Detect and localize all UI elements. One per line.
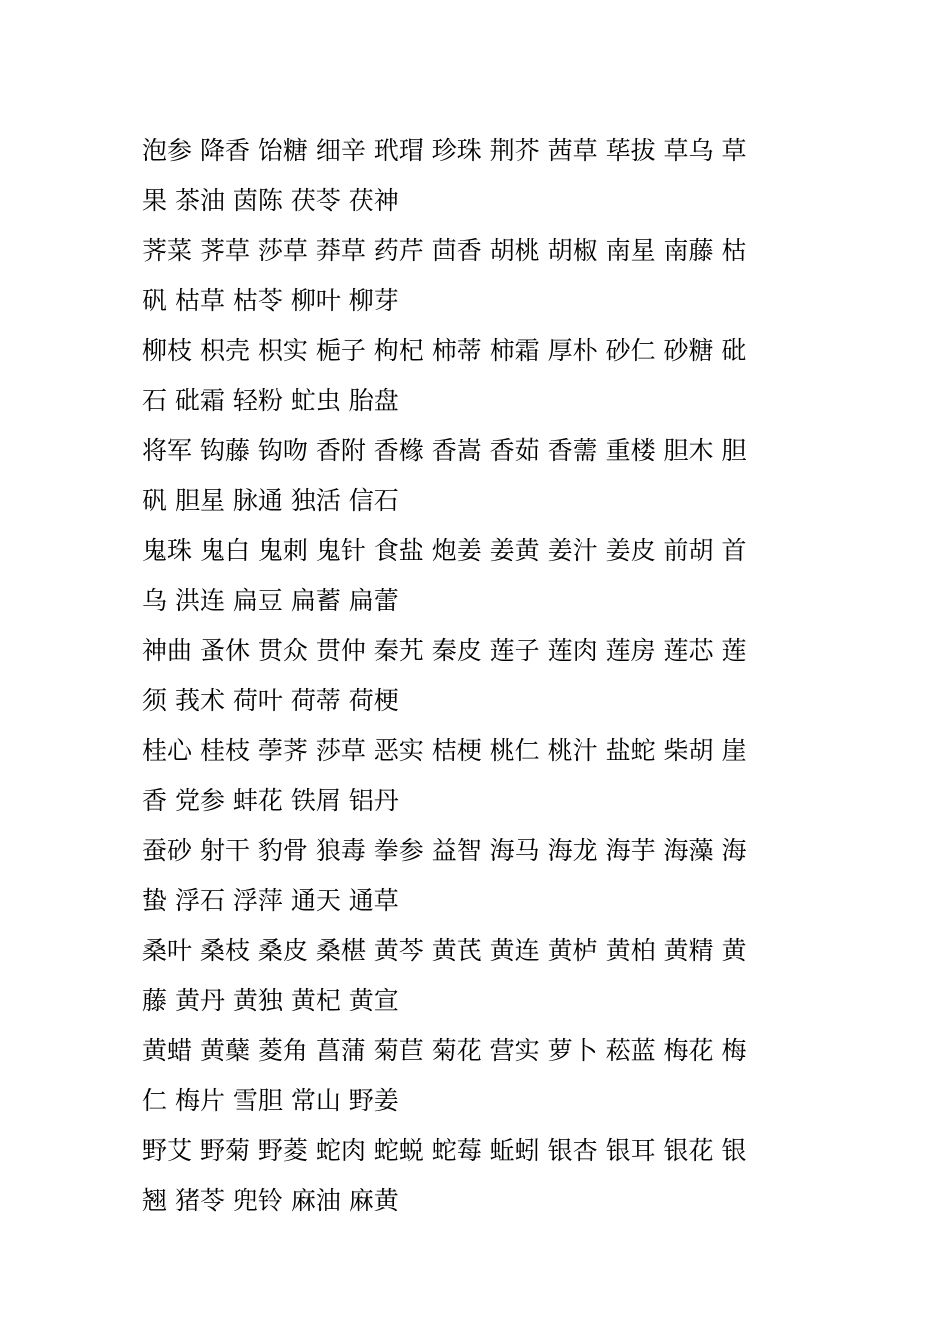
document-page bbox=[142, 126, 822, 1226]
text-line: 蚕砂 射干 豹骨 狼毒 拳参 益智 海马 海龙 海芋 海藻 海 bbox=[142, 836, 747, 865]
text-line: 藤 黄丹 黄独 黄杞 黄宣 bbox=[142, 986, 399, 1015]
text-line: 矾 枯草 枯苓 柳叶 柳芽 bbox=[142, 286, 399, 315]
text-line: 须 莪术 荷叶 荷蒂 荷梗 bbox=[142, 686, 399, 715]
text-line: 泡参 降香 饴糖 细辛 玳瑁 珍珠 荆芥 茜草 荜拔 草乌 草 bbox=[142, 136, 747, 165]
text-line: 香 党参 蚌花 铁屑 铝丹 bbox=[142, 786, 399, 815]
text-line: 神曲 蚤休 贯众 贯仲 秦艽 秦皮 莲子 莲肉 莲房 莲芯 莲 bbox=[142, 636, 747, 665]
text-line: 柳枝 枳壳 枳实 梔子 枸杞 柿蒂 柿霜 厚朴 砂仁 砂糖 砒 bbox=[142, 336, 747, 365]
text-line: 蛰 浮石 浮萍 通天 通草 bbox=[142, 886, 399, 915]
text-line: 荠菜 荠草 莎草 莽草 药芹 茴香 胡桃 胡椒 南星 南藤 枯 bbox=[142, 236, 747, 265]
text-line: 鬼珠 鬼白 鬼刺 鬼针 食盐 炮姜 姜黄 姜汁 姜皮 前胡 首 bbox=[142, 536, 747, 565]
text-line: 野艾 野菊 野菱 蛇肉 蛇蜕 蛇莓 蚯蚓 银杏 银耳 银花 银 bbox=[142, 1136, 747, 1165]
text-line: 桂心 桂枝 荸荠 莎草 恶实 桔梗 桃仁 桃汁 盐蛇 柴胡 崖 bbox=[142, 736, 747, 765]
text-line: 将军 钩藤 钩吻 香附 香橼 香嵩 香茹 香薷 重楼 胆木 胆 bbox=[142, 436, 747, 465]
text-line: 乌 洪连 扁豆 扁蓄 扁蕾 bbox=[142, 586, 399, 615]
text-line: 矾 胆星 脉通 独活 信石 bbox=[142, 486, 399, 515]
text-line: 仁 梅片 雪胆 常山 野姜 bbox=[142, 1086, 399, 1115]
text-line: 果 茶油 茵陈 茯苓 茯神 bbox=[142, 186, 399, 215]
text-line: 黄蜡 黄蘖 菱角 菖蒲 菊苣 菊花 营实 萝卜 菘蓝 梅花 梅 bbox=[142, 1036, 747, 1065]
text-line: 翘 猪苓 兜铃 麻油 麻黄 bbox=[142, 1186, 399, 1215]
text-line: 石 砒霜 轻粉 虻虫 胎盘 bbox=[142, 386, 399, 415]
text-line: 桑叶 桑枝 桑皮 桑椹 黄芩 黄芪 黄连 黄栌 黄柏 黄精 黄 bbox=[142, 936, 747, 965]
